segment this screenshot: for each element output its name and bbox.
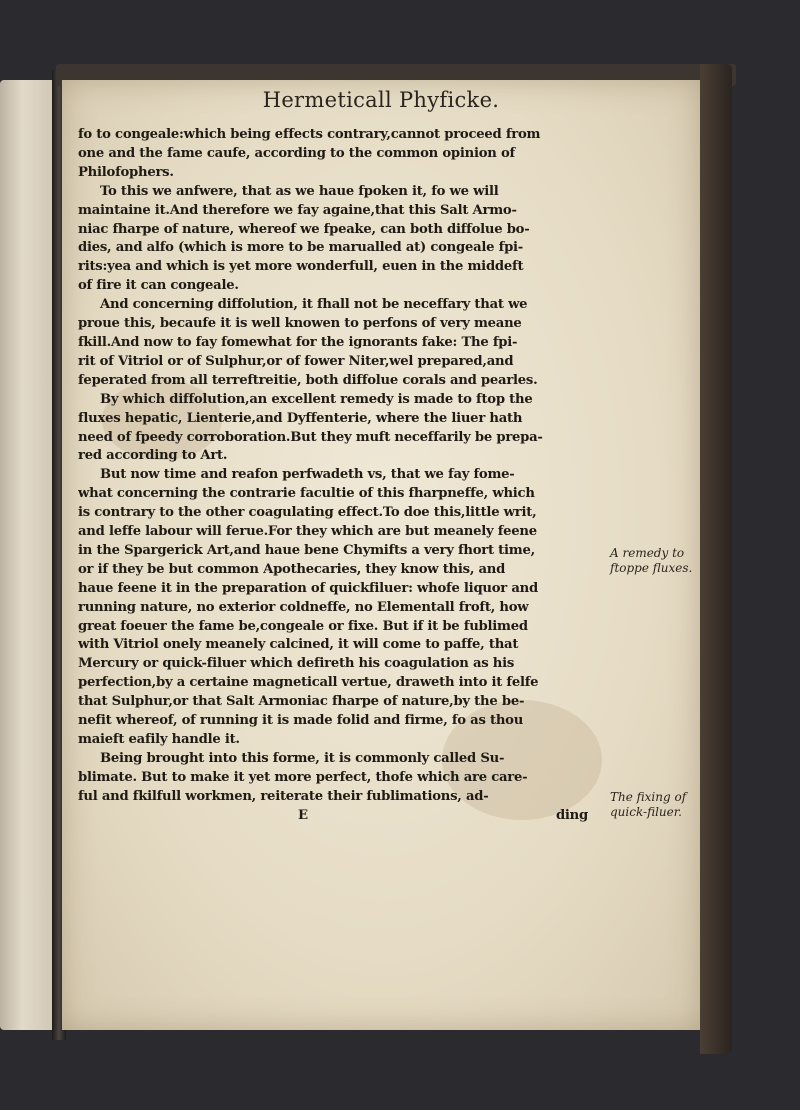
text-line: need of fpeedy corroboration.But they muft neceffarily be prepa- <box>78 429 543 445</box>
facing-page-edge <box>0 80 56 1030</box>
text-line: ful and fkilfull workmen, reiterate their fublimations, ad- <box>78 788 489 804</box>
facing-page-bleed <box>4 110 50 670</box>
running-head: Hermeticall Phyficke. <box>262 88 500 112</box>
binding-right-edge <box>700 64 732 1054</box>
text-line: proue this, becaufe it is well knowen to perfons of very meane <box>78 316 522 332</box>
catchword-line <box>78 807 598 826</box>
text-line: great foeuer the fame be,congeale or fixe. But if it be fublimed <box>78 618 528 634</box>
text-line: And concerning diffolution, it fhall not be neceffary that we <box>100 297 528 313</box>
text-line: maieft eafily handle it. <box>78 732 240 747</box>
text-line: in the Spargerick Art,and haue bene Chymifts a very fhort time, <box>78 542 535 558</box>
text-line: But now time and reafon perfwadeth vs, that we fay fome- <box>100 467 515 483</box>
text-line: To this we anfwere, that as we haue fpoken it, fo we will <box>100 183 499 199</box>
text-line: dies, and alfo (which is more to be marualled at) congeale fpi- <box>78 240 524 256</box>
text-line: or if they be but common Apothecaries, they know this, and <box>78 561 506 577</box>
text-line: and leffe labour will ferue.For they which are but meanely feene <box>78 524 537 540</box>
text-line: haue feene it in the preparation of quickfiluer: whofe liquor and <box>78 580 538 596</box>
text-line: what concerning the contrarie facultie of this fharpneffe, which <box>78 486 535 502</box>
text-line: niac fharpe of nature, whereof we fpeake, can both diffolue bo- <box>78 221 530 237</box>
text-line: that Sulphur,or that Salt Armoniac fharpe of nature,by the be- <box>78 694 525 710</box>
text-line: running nature, no exterior coldneffe, no Elementall froft, how <box>78 599 529 615</box>
catchword: ding <box>555 807 588 823</box>
text-line: is contrary to the other coagulating effect.To doe this,little writ, <box>78 505 537 521</box>
text-line: Being brought into this forme, it is commonly called Su- <box>100 750 505 766</box>
signature-mark: E <box>298 807 308 823</box>
text-line: Philofophers. <box>78 164 174 180</box>
text-line: nefit whereof, of running it is made folid and firme, fo as thou <box>78 713 524 729</box>
margin-note-remedy: A remedy to ftoppe fluxes. <box>610 546 693 575</box>
text-line: of fire it can congeale. <box>78 278 239 294</box>
book-page <box>62 80 700 1030</box>
text-line: rits:yea and which is yet more wonderfull, euen in the middeft <box>78 259 524 275</box>
text-line: perfection,by a certaine magneticall vertue, draweth into it felfe <box>78 675 539 691</box>
text-line: By which diffolution,an excellent remedy is made to ftop the <box>100 391 533 407</box>
text-line: with Vitriol onely meanely calcined, it will come to paffe, that <box>78 637 519 653</box>
text-line: one and the fame caufe, according to the common opinion of <box>78 145 515 161</box>
text-line: blimate. But to make it yet more perfect, thofe which are care- <box>78 769 528 785</box>
text-line: feperated from all terreftreitie, both diffolue corals and pearles. <box>78 372 538 388</box>
text-line: red according to Art. <box>78 448 228 464</box>
text-line: fluxes hepatic, Lienterie,and Dyffenterie, where the liuer hath <box>78 410 523 426</box>
body-text <box>78 126 598 826</box>
text-line: fkill.And now to fay fomewhat for the ignorants fake: The fpi- <box>78 334 518 350</box>
text-line: fo to congeale:which being effects contrary,cannot proceed from <box>78 127 541 142</box>
text-line: Mercury or quick-filuer which defireth his coagulation as his <box>78 656 515 672</box>
margin-note-fixing: The fixing of quick-filuer. <box>610 790 687 819</box>
text-line: maintaine it.And therefore we fay againe,that this Salt Armo- <box>78 202 517 218</box>
text-line: rit of Vitriol or of Sulphur,or of fower Niter,wel prepared,and <box>78 353 514 369</box>
